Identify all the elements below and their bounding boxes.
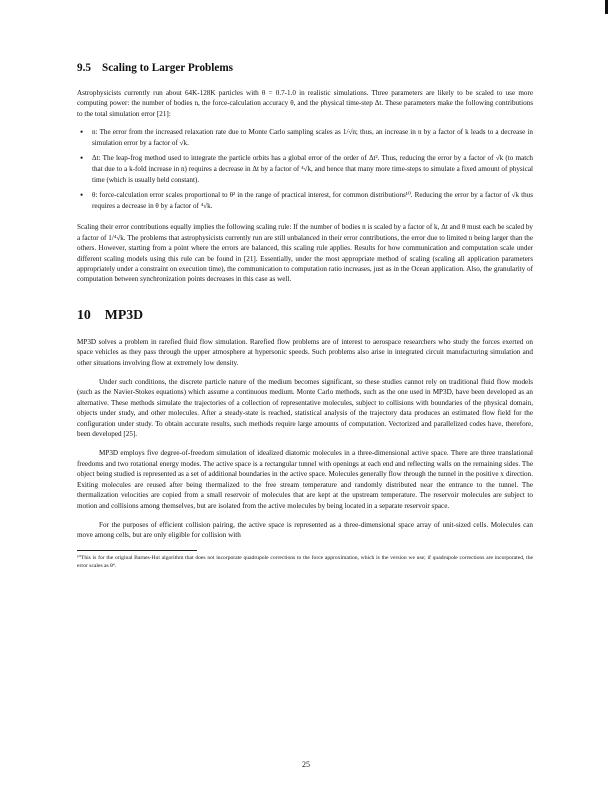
bullet-icon: • [80, 127, 84, 138]
section-title: MP3D [104, 306, 144, 322]
list-item [77, 127, 533, 148]
footnote: ¹⁰This is for the original Barnes-Hut algorithm that does not incorporate quadrupole corrections to the force approximation, which is the version we use; if quadrupole corrections are incorporated, the error scales as θ⁴. [77, 554, 533, 569]
section-paragraph: MP3D employs five degree-of-freedom simulation of idealized diatomic molecules in a three-dimensional active space. There are three translational freedoms and two rotational energy modes. The active space is a rectangular tunnel with openings at each end and reflecting walls on the remaining sides. The object being studied is represented as a set of additional boundaries in the active space. Molecules generally flow through the tunnel in the positive x direction. Exiting molecules are reused after being thermalized to the free stream temperature and randomly distributed near the entrance to the tunnel. The thermalization velocities are copied from a small reservoir of molecules that are kept at the upstream temperature. The reservoir molecules are subject to motion and collisions among themselves, but are isolated from the active molecules by being located in a separate reservoir space. [77, 449, 533, 510]
section-paragraph: Under such conditions, the discrete particle nature of the medium becomes significant, so these studies cannot rely on traditional fluid flow models (such as the Navier-Stokes equations) which assume a continuous medium. Monte Carlo methods, such as the one used in MP3D, have been developed as an alternative. These methods simulate the trajectories of a collection of representative molecules, subject to collisions with boundaries of the physical domain, objects under study, and other molecules. After a steady-state is reached, statistical analysis of the trajectory data produces an estimated flow field for the configuration under study. To obtain accurate results, such methods require large amounts of computation. Vectorized and parallelized codes have, therefore, been developed [25]. [77, 378, 533, 439]
section-number: 10 [77, 306, 91, 322]
subsection-heading [77, 62, 533, 74]
page-body [77, 62, 533, 570]
section-paragraph: For the purposes of efficient collision pairing, the active space is represented as a three-dimensional space array of unit-sized cells. Molecules can move among cells, but are only eligible for collision with [77, 520, 533, 540]
list-item-text: θ: force-calculation error scales proportional to θ² in the range of practical interest, for common distributions¹⁰. Reducing the error by a factor of √k thus requires a decrease in θ by a factor of ⁴√k. [92, 191, 533, 210]
list-item [77, 190, 533, 211]
page-number: 25 [302, 760, 310, 769]
subsection-intro: Astrophysicists currently run about 64K-128K particles with θ = 0.7-1.0 in realistic simulations. Three parameters are likely to be scaled to use more computing power: the number of bodies n, the force-calculation accuracy θ, and the physical time-step Δt. These parameters make the following contributions to the total simulation error [21]: [77, 89, 533, 118]
error-contribution-list [77, 127, 533, 211]
subsection-title: Scaling to Larger Problems [101, 62, 234, 74]
footnote-divider [77, 550, 197, 551]
section-paragraph: MP3D solves a problem in rarefied fluid flow simulation. Rarefied flow problems are of interest to aerospace researchers who study the forces exerted on space vehicles as they pass through the upper atmosphere at hypersonic speeds. Such problems also arise in integrated circuit manufacturing simulation and other situations involving flow at extremely low density. [77, 337, 533, 367]
bullet-icon: • [80, 153, 84, 164]
section-block [77, 307, 533, 541]
subsection-number: 9.5 [77, 62, 91, 74]
section-heading [77, 307, 533, 323]
page-edge-mark [605, 0, 608, 14]
list-item-text: n: The error from the increased relaxation rate due to Monte Carlo sampling scales as 1/√n; thus, an increase in n by a factor of k leads to a decrease in simulation error by a factor of √k. [92, 128, 533, 147]
scaling-rule-paragraph: Scaling their error contributions equally implies the following scaling rule: If the number of bodies n is scaled by a factor of k, Δt and θ must each be scaled by a factor of 1/⁴√k. The problems that astrophysicists currently run are still unbalanced in their error contributions, the error due to limited n being larger than the others. However, starting from a point where the errors are balanced, this scaling rule applies. Results for how communication and computation scale under different scaling models using this rule can be found in [21]. Essentially, under the most appropriate method of scaling (scaling all application parameters appropriately under a constraint on execution time), the communication to computation ratio increases, just as in the Ocean application. Also, the granularity of computation between synchronization points decreases in this case as well. [77, 223, 533, 284]
bullet-icon: • [80, 190, 84, 201]
list-item [77, 153, 533, 185]
list-item-text: Δt: The leap-frog method used to integrate the particle orbits has a global error of the order of Δt². Thus, reducing the error by a factor of √k (to match that due to a k-fold increase in n) requires a decrease in Δt by a factor of ⁴√k, and hence that many more time-steps to simulate a fixed amount of physical time (which is usually held constant). [92, 154, 533, 184]
